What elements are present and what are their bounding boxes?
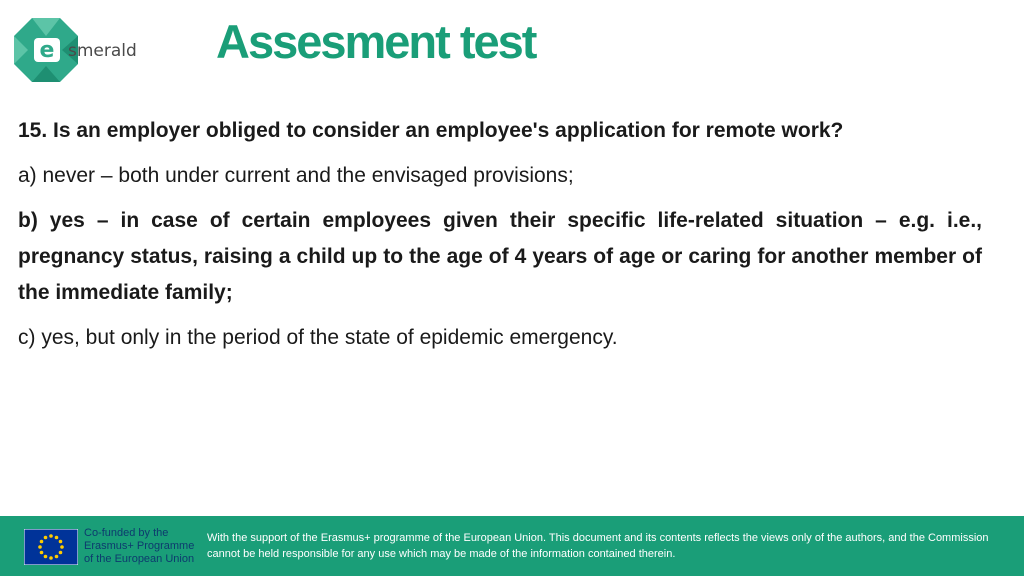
- answer-b: b) yes – in case of certain employees given their specific life-related situation – e.g. i.e., pregnancy status, raising a child up to the age of 4 years of age or caring for another member of the immediate family;: [18, 209, 982, 304]
- answer-c: c) yes, but only in the period of the state of epidemic emergency.: [18, 326, 618, 349]
- eu-cofunded-label: [84, 527, 200, 566]
- eu-line-3: of the European Union: [84, 553, 195, 565]
- answer-a: a) never – both under current and the envisaged provisions;: [18, 164, 574, 187]
- question-text: 15. Is an employer obliged to consider an employee's application for remote work?: [18, 119, 844, 142]
- question-block: [18, 113, 982, 365]
- disclaimer-text: With the support of the Erasmus+ programme of the European Union. This document and its contents reflects the views only of the authors, and the Commission cannot be held responsible for any use which may be made of the information contained therein.: [207, 532, 989, 560]
- footer-bar: [0, 516, 1024, 576]
- eu-line-2: Erasmus+ Programme: [84, 540, 195, 552]
- svg-text:smerald: smerald: [68, 41, 137, 61]
- esmerald-logo-icon: [14, 18, 154, 82]
- esmerald-logo: [14, 18, 154, 82]
- eu-flag-icon: [24, 529, 78, 565]
- eu-line-1: Co-funded by the: [84, 527, 169, 539]
- page-title: Assesment test: [216, 15, 536, 68]
- svg-text:e: e: [39, 38, 55, 63]
